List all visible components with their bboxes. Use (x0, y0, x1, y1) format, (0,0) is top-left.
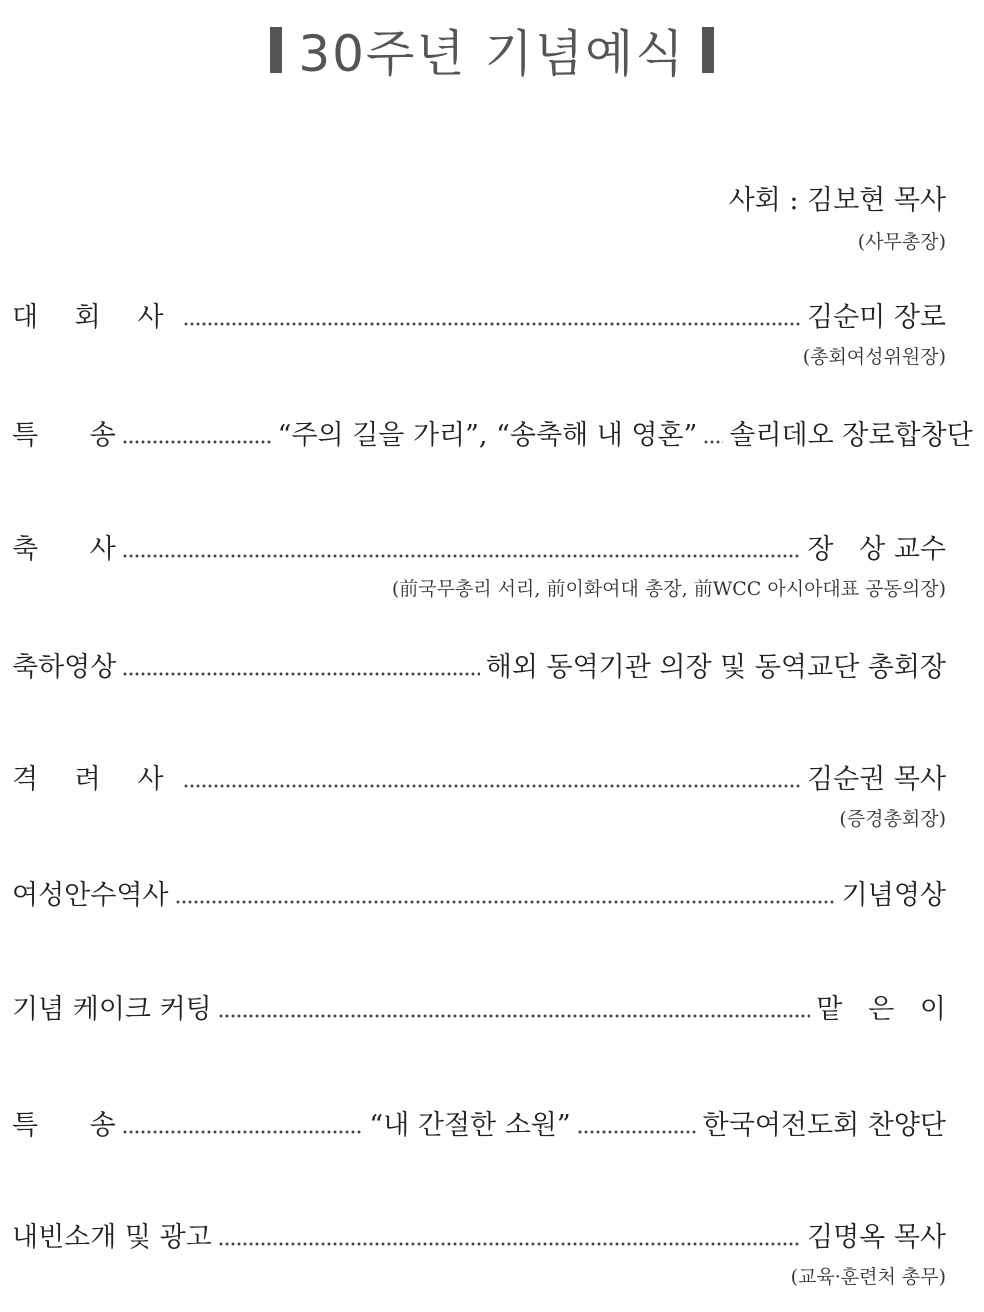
program-label: 대 회 사 (12, 302, 178, 333)
program-label: 축 사 (12, 534, 116, 565)
program-value: 김명옥 목사 (807, 1222, 946, 1253)
program-row-history-video (12, 878, 946, 914)
program-label: 기념 케이크 커팅 (12, 994, 212, 1025)
program-sub: (총회여성위원장) (802, 346, 946, 368)
program-line (12, 878, 946, 914)
host-name: 사회 : 김보현 목사 (728, 185, 946, 216)
dot-leader (183, 322, 801, 326)
title-bar-right (702, 27, 714, 73)
program-row-cake-cutting (12, 992, 946, 1028)
program-line (12, 1108, 946, 1144)
program-row-guest-introduction (12, 1220, 946, 1289)
program-row-special-song-2 (12, 1108, 946, 1144)
program-value: 해외 동역기관 의장 및 동역교단 총회장 (485, 652, 946, 683)
dot-leader (183, 784, 801, 788)
program-line (12, 300, 946, 336)
program-line (12, 762, 946, 798)
program-value: 김순미 장로 (807, 302, 946, 333)
program-sub: (증경총회장) (839, 808, 946, 830)
dot-leader (122, 440, 272, 444)
dot-leader (703, 440, 723, 444)
dot-leader (122, 554, 802, 558)
dot-leader (122, 672, 479, 676)
program-row-special-song-1 (12, 418, 973, 454)
program-label: 내빈소개 및 광고 (12, 1222, 212, 1253)
program-line (12, 992, 946, 1028)
program-line (12, 1220, 946, 1256)
program-row-congratulatory-video (12, 650, 946, 686)
program-label: 축하영상 (12, 652, 117, 683)
program-row-encouragement (12, 762, 946, 831)
program-row-congratulatory-address (12, 532, 946, 601)
program-label: 특 송 (12, 1110, 116, 1141)
dot-leader (175, 900, 836, 904)
program-value: 맡 은 이 (816, 994, 946, 1025)
host-block (729, 178, 946, 254)
page-title: 30주년 기념예식 (298, 25, 686, 83)
program-line (12, 532, 946, 568)
program-sub: (교육·훈련처 총무) (790, 1266, 946, 1288)
title-bar-left (270, 27, 282, 73)
dot-leader (218, 1014, 811, 1018)
program-value: 장 상 교수 (807, 534, 946, 565)
dot-leader (218, 1242, 801, 1246)
program-sub: (前국무총리 서리, 前이화여대 총장, 前WCC 아시아대표 공동의장) (391, 578, 946, 600)
title-wrap (0, 10, 984, 90)
host-role: (사무총장) (857, 231, 946, 253)
program-value: 솔리데오 장로합창단 (729, 420, 973, 451)
program-middle: “주의 길을 가리”, “송축해 내 영혼” (277, 420, 698, 451)
program-label: 여성안수역사 (12, 880, 169, 911)
program-line (12, 650, 946, 686)
dot-leader (577, 1130, 697, 1134)
program-value: 김순권 목사 (807, 764, 946, 795)
program-row-opening-address (12, 300, 946, 369)
program-label: 격 려 사 (12, 764, 178, 795)
program-middle: “내 간절한 소원” (369, 1110, 571, 1141)
program-value: 기념영상 (841, 880, 946, 911)
program-line (12, 418, 973, 454)
dot-leader (122, 1130, 364, 1134)
program-value: 한국여전도회 찬양단 (702, 1110, 946, 1141)
program-label: 특 송 (12, 420, 116, 451)
